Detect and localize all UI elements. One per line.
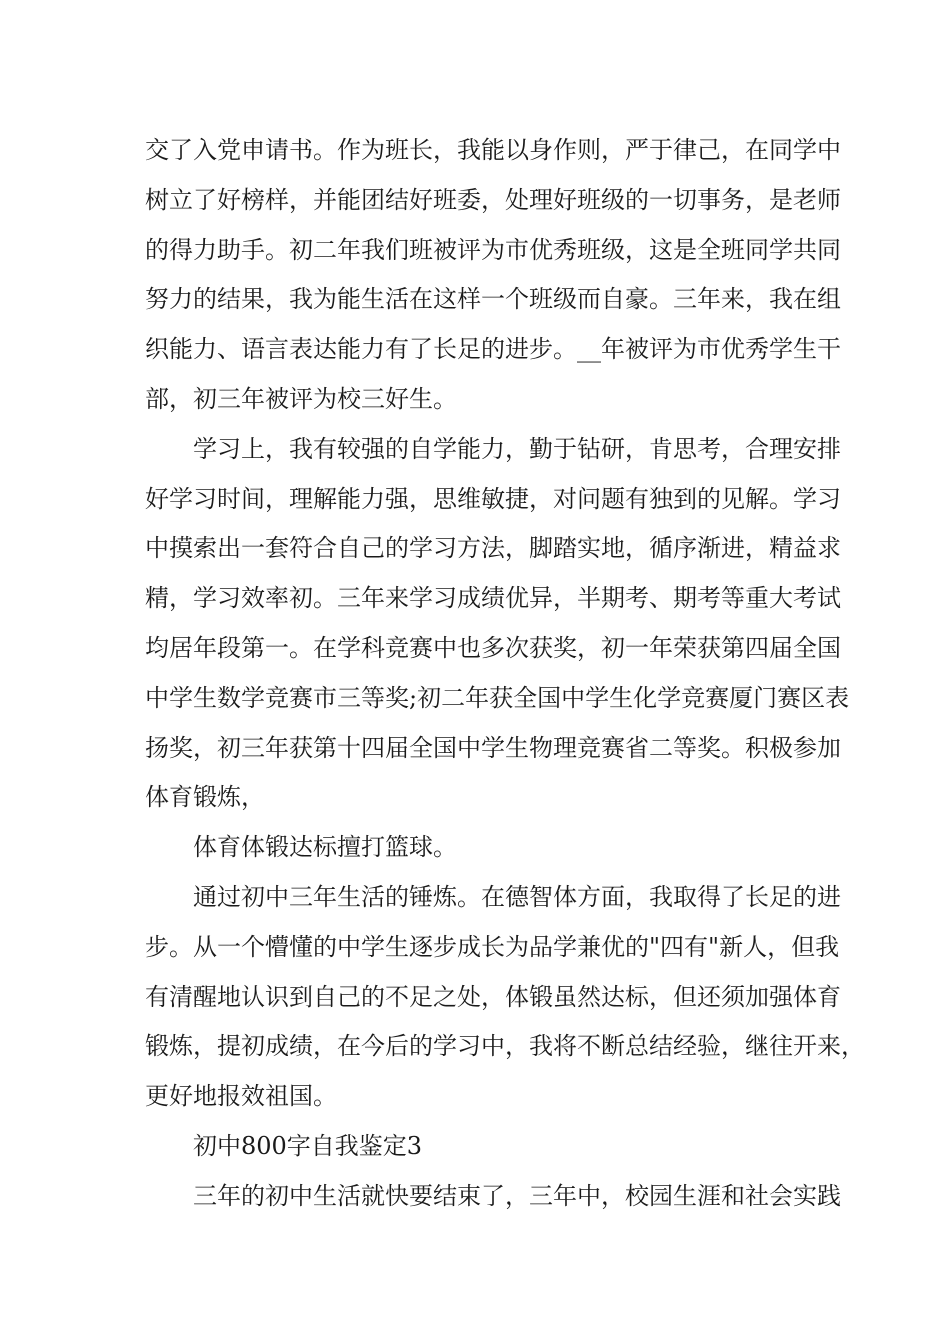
text-line: 中摸索出一套符合自己的学习方法，脚踏实地，循序渐进，精益求 <box>145 534 841 563</box>
text-line: 步。从一个懵懂的中学生逐步成长为品学兼优的"四有"新人，但我 <box>145 932 840 961</box>
text-line: 均居年段第一。在学科竞赛中也多次获奖，初一年荣获第四届全国 <box>145 633 841 662</box>
text-line: 更好地报效祖国。 <box>145 1082 337 1111</box>
text-line: 部，初三年被评为校三好生。 <box>145 384 457 413</box>
text-line: 好学习时间，理解能力强，思维敏捷，对问题有独到的见解。学习 <box>145 484 841 513</box>
text-line: 的得力助手。初二年我们班被评为市优秀班级，这是全班同学共同 <box>145 235 841 264</box>
text-line: 织能力、语言表达能力有了长足的进步。__年被评为市优秀学生干 <box>145 335 841 364</box>
text-line: 精，学习效率初。三年来学习成绩优异，半期考、期考等重大考试 <box>145 584 841 613</box>
document-body <box>145 126 865 1222</box>
paragraph-first-line: 三年的初中生活就快要结束了，三年中，校园生涯和社会实践 <box>193 1181 841 1210</box>
text-line: 树立了好榜样，并能团结好班委，处理好班级的一切事务，是老师 <box>145 185 841 214</box>
paragraph-first-line: 学习上，我有较强的自学能力，勤于钻研，肯思考，合理安排 <box>193 434 841 463</box>
section-heading: 初中800字自我鉴定3 <box>193 1131 423 1160</box>
text-line: 交了入党申请书。作为班长，我能以身作则，严于律己，在同学中 <box>145 136 841 164</box>
text-line: 扬奖，初三年获第十四届全国中学生物理竞赛省二等奖。积极参加 <box>145 733 841 762</box>
text-line: 体育锻炼， <box>145 783 265 812</box>
text-line: 锻炼，提初成绩，在今后的学习中，我将不断总结经验，继往开来， <box>145 1032 865 1061</box>
paragraph-first-line: 通过初中三年生活的锤炼。在德智体方面，我取得了长足的进 <box>193 882 841 911</box>
text-line: 努力的结果，我为能生活在这样一个班级而自豪。三年来，我在组 <box>145 285 841 314</box>
paragraph-first-line: 体育体锻达标擅打篮球。 <box>193 833 457 862</box>
text-line: 中学生数学竞赛市三等奖;初二年获全国中学生化学竞赛厦门赛区表 <box>145 683 850 712</box>
text-line: 有清醒地认识到自己的不足之处，体锻虽然达标，但还须加强体育 <box>145 982 841 1011</box>
